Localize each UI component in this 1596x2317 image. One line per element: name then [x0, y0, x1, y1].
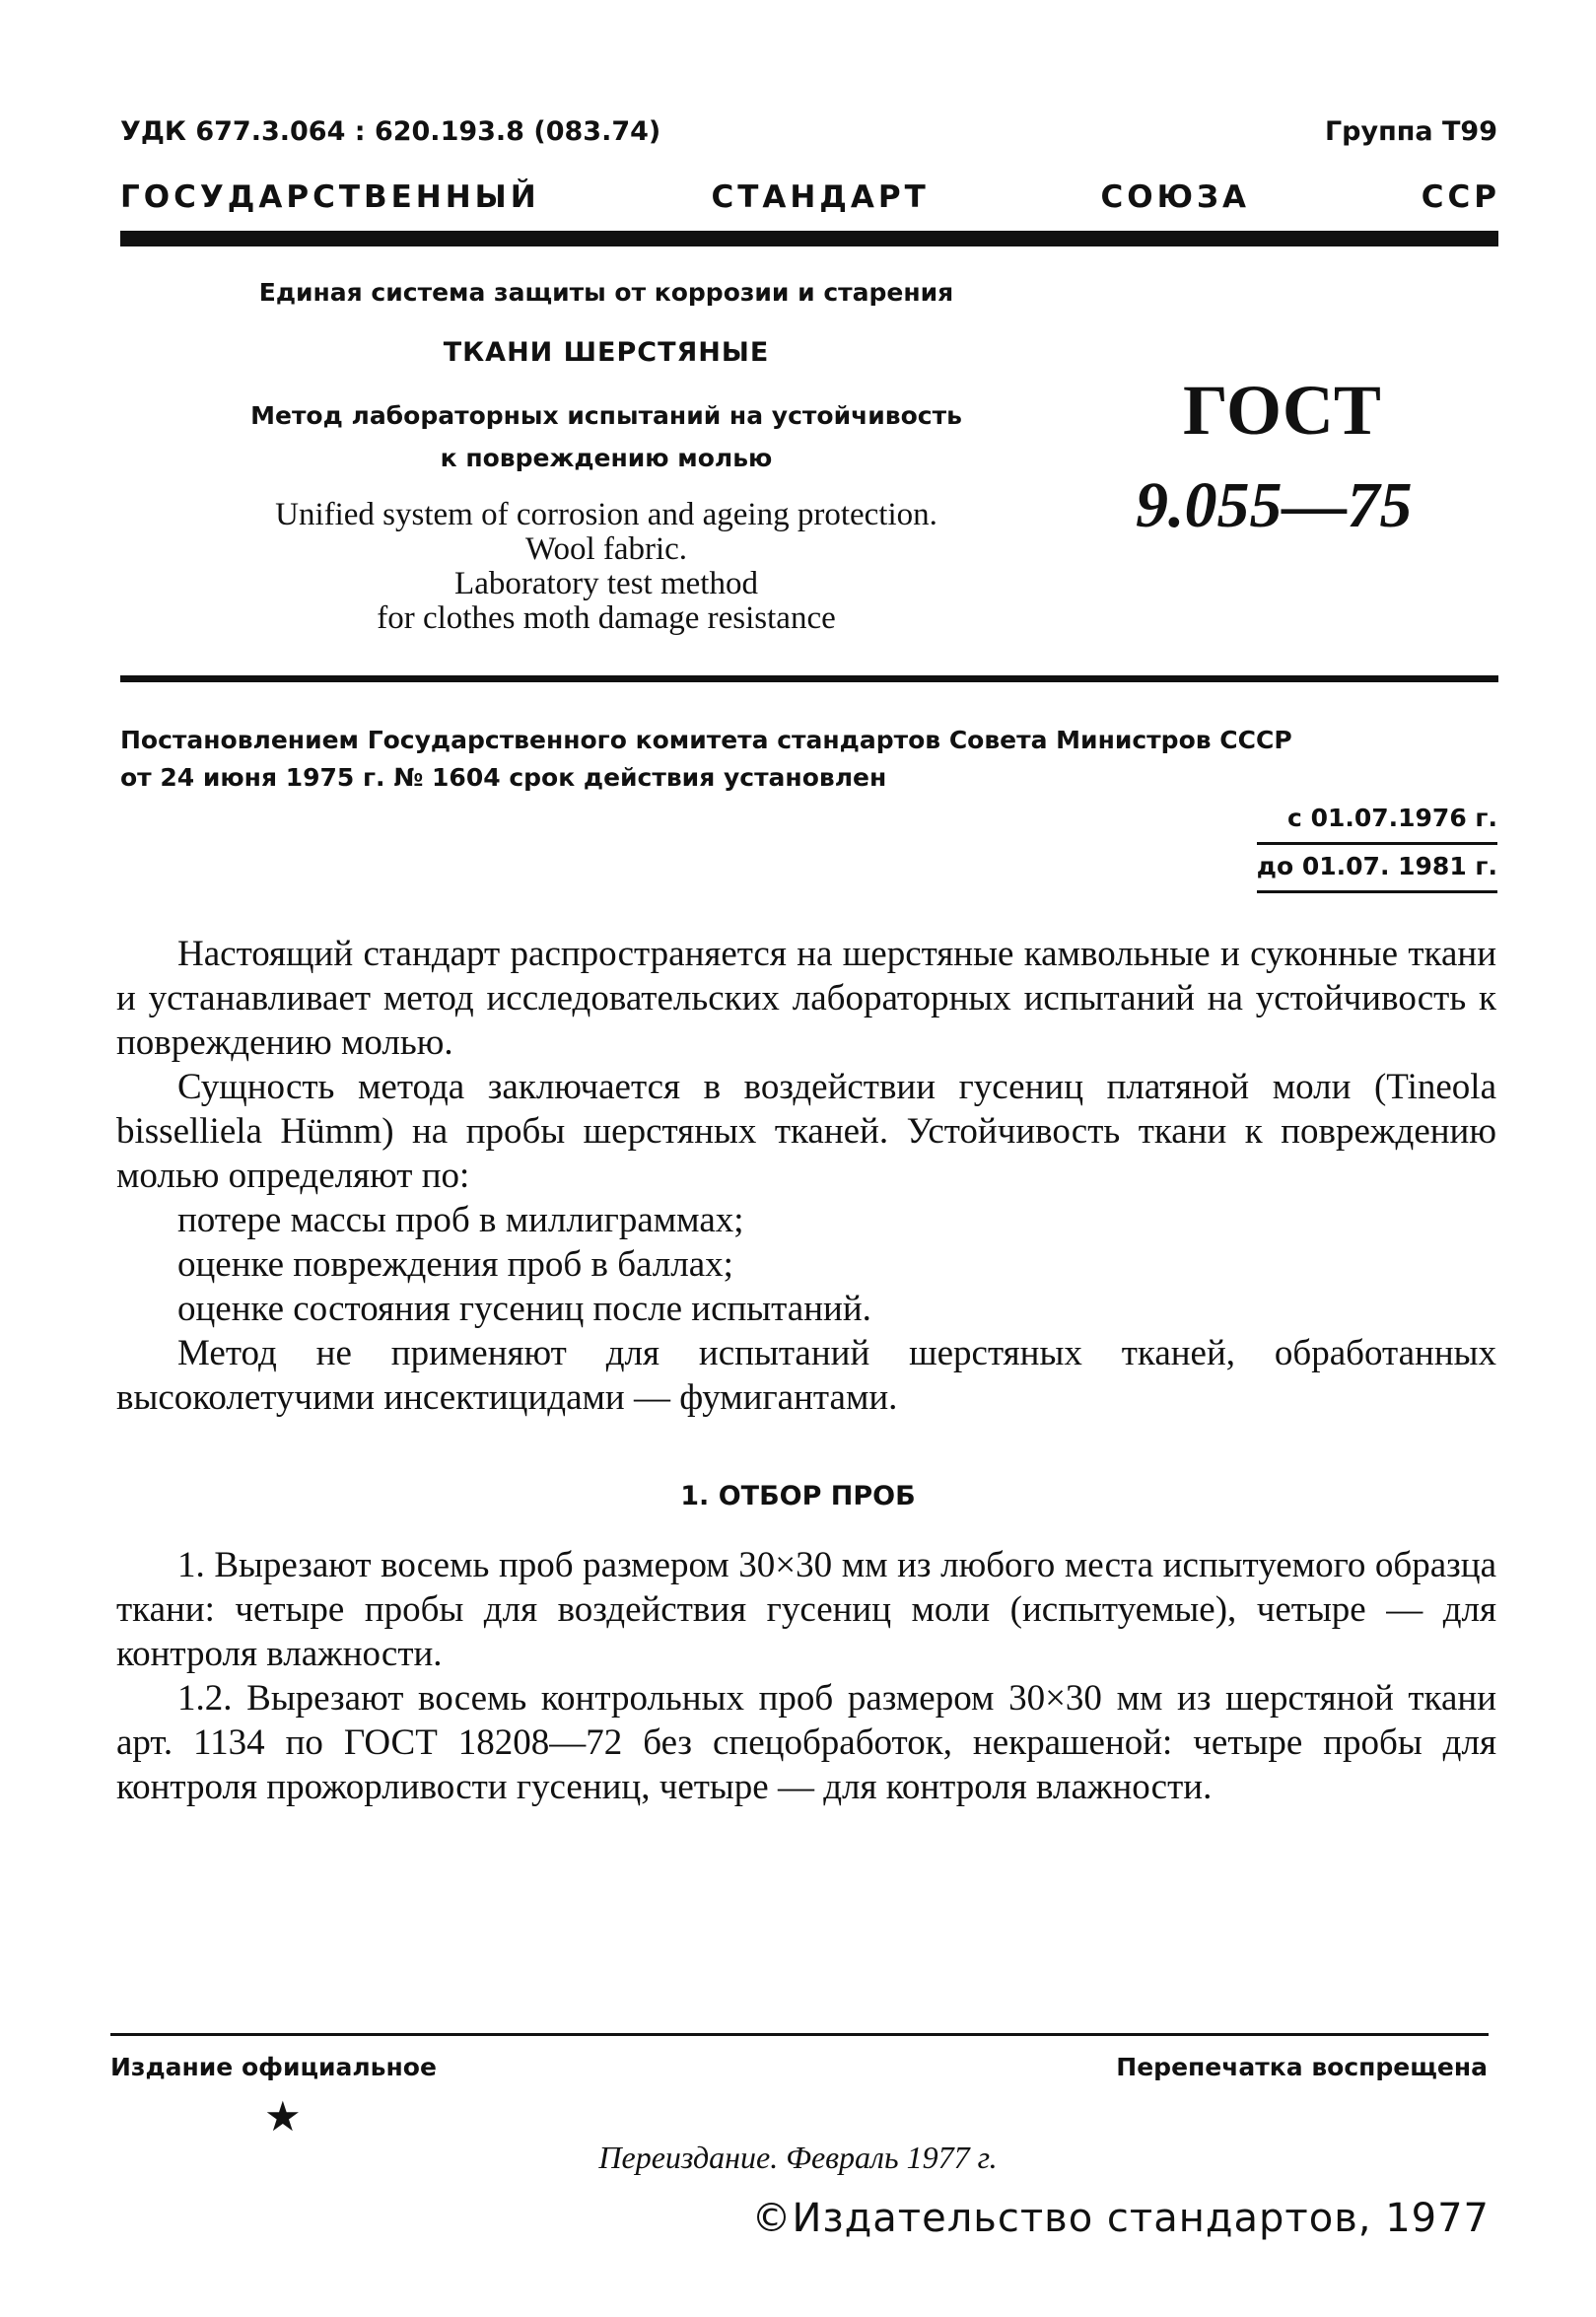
decree-line: Постановлением Государственного комитета стандартов Совета Министров СССР — [120, 726, 1292, 754]
section-paragraph: 1. Вырезают восемь проб размером 30×30 мм из любого места испытуемого образца ткани: четыре пробы для воздействия гусениц моли (испытуемые), четыре — для контроля влажности. — [116, 1545, 1496, 1674]
gost-label: ГОСТ — [1183, 371, 1381, 450]
gost-number: 9.055—75 — [1136, 469, 1413, 541]
decree-line: от 24 июня 1975 г. № 1604 срок действия установлен — [120, 763, 887, 792]
group-code: Группа Т99 — [1324, 116, 1497, 147]
section-heading: 1. ОТБОР ПРОБ — [680, 1481, 916, 1511]
valid-to: до 01.07. 1981 г. — [1257, 845, 1497, 893]
official-edition-label: Издание официальное — [110, 2053, 437, 2081]
star-icon: ★ — [264, 2092, 302, 2141]
intro-section — [116, 932, 1496, 1420]
method-title-line: к повреждению молью — [440, 444, 773, 472]
english-title — [148, 498, 1065, 636]
intro-paragraph: Настоящий стандарт распространяется на шерстяные камвольные и суконные ткани и устанавливает метод исследовательских лабораторных испытаний на устойчивость к повреждению молью. — [116, 934, 1496, 1063]
reissue-note: Переиздание. Февраль 1977 г. — [598, 2140, 998, 2175]
list-item: оценке повреждения проб в баллах; — [177, 1244, 733, 1285]
middle-rule — [120, 675, 1498, 682]
udk-code: УДК 677.3.064 : 620.193.8 (083.74) — [120, 116, 661, 147]
list-item: оценке состояния гусениц после испытаний. — [177, 1289, 871, 1329]
intro-paragraph: Метод не применяют для испытаний шерстяных тканей, обработанных высоколетучими инсектицидами — фумигантами. — [116, 1333, 1496, 1418]
valid-from: с 01.07.1976 г. — [1257, 797, 1497, 845]
footer-rule — [110, 2033, 1489, 2036]
english-title-line: for clothes moth damage resistance — [377, 600, 836, 636]
fabric-title: ТКАНИ ШЕРСТЯНЫЕ — [443, 337, 770, 368]
method-title — [168, 394, 1045, 479]
validity-period — [1257, 797, 1497, 893]
publisher-copyright: ©Издательство стандартов, 1977 — [751, 2196, 1490, 2241]
method-title-line: Метод лабораторных испытаний на устойчивость — [250, 401, 962, 430]
english-title-line: Unified system of corrosion and ageing protection. — [275, 497, 937, 532]
english-title-line: Wool fabric. — [524, 531, 688, 567]
english-title-line: Laboratory test method — [454, 566, 758, 601]
top-thick-rule — [120, 231, 1498, 246]
section-paragraph: 1.2. Вырезают восемь контрольных проб размером 30×30 мм из шерстяной ткани арт. 1134 по ГОСТ 18208—72 без спецобработок, некрашеной: четыре пробы для контроля прожорливости гусениц, четыре — для контроля влажности. — [116, 1678, 1496, 1807]
state-title-word: ССР — [1421, 179, 1500, 215]
intro-paragraph: Сущность метода заключается в воздействии гусениц платяной моли (Tineola bisselliela Hümm) на пробы шерстяных тканей. Устойчивость ткани к повреждению молью определяют по: — [116, 1067, 1496, 1196]
state-title-word: СОЮЗА — [1100, 179, 1251, 215]
system-title: Единая система защиты от коррозии и старения — [258, 278, 954, 307]
section-body — [116, 1543, 1496, 1809]
state-standard-title — [120, 179, 1500, 215]
reprint-prohibited-label: Перепечатка воспрещена — [1116, 2053, 1488, 2081]
state-title-word: СТАНДАРТ — [711, 179, 930, 215]
decree-text — [120, 722, 1500, 797]
list-item: потере массы проб в миллиграммах; — [177, 1200, 744, 1240]
state-title-word: ГОСУДАРСТВЕННЫЙ — [120, 179, 540, 215]
